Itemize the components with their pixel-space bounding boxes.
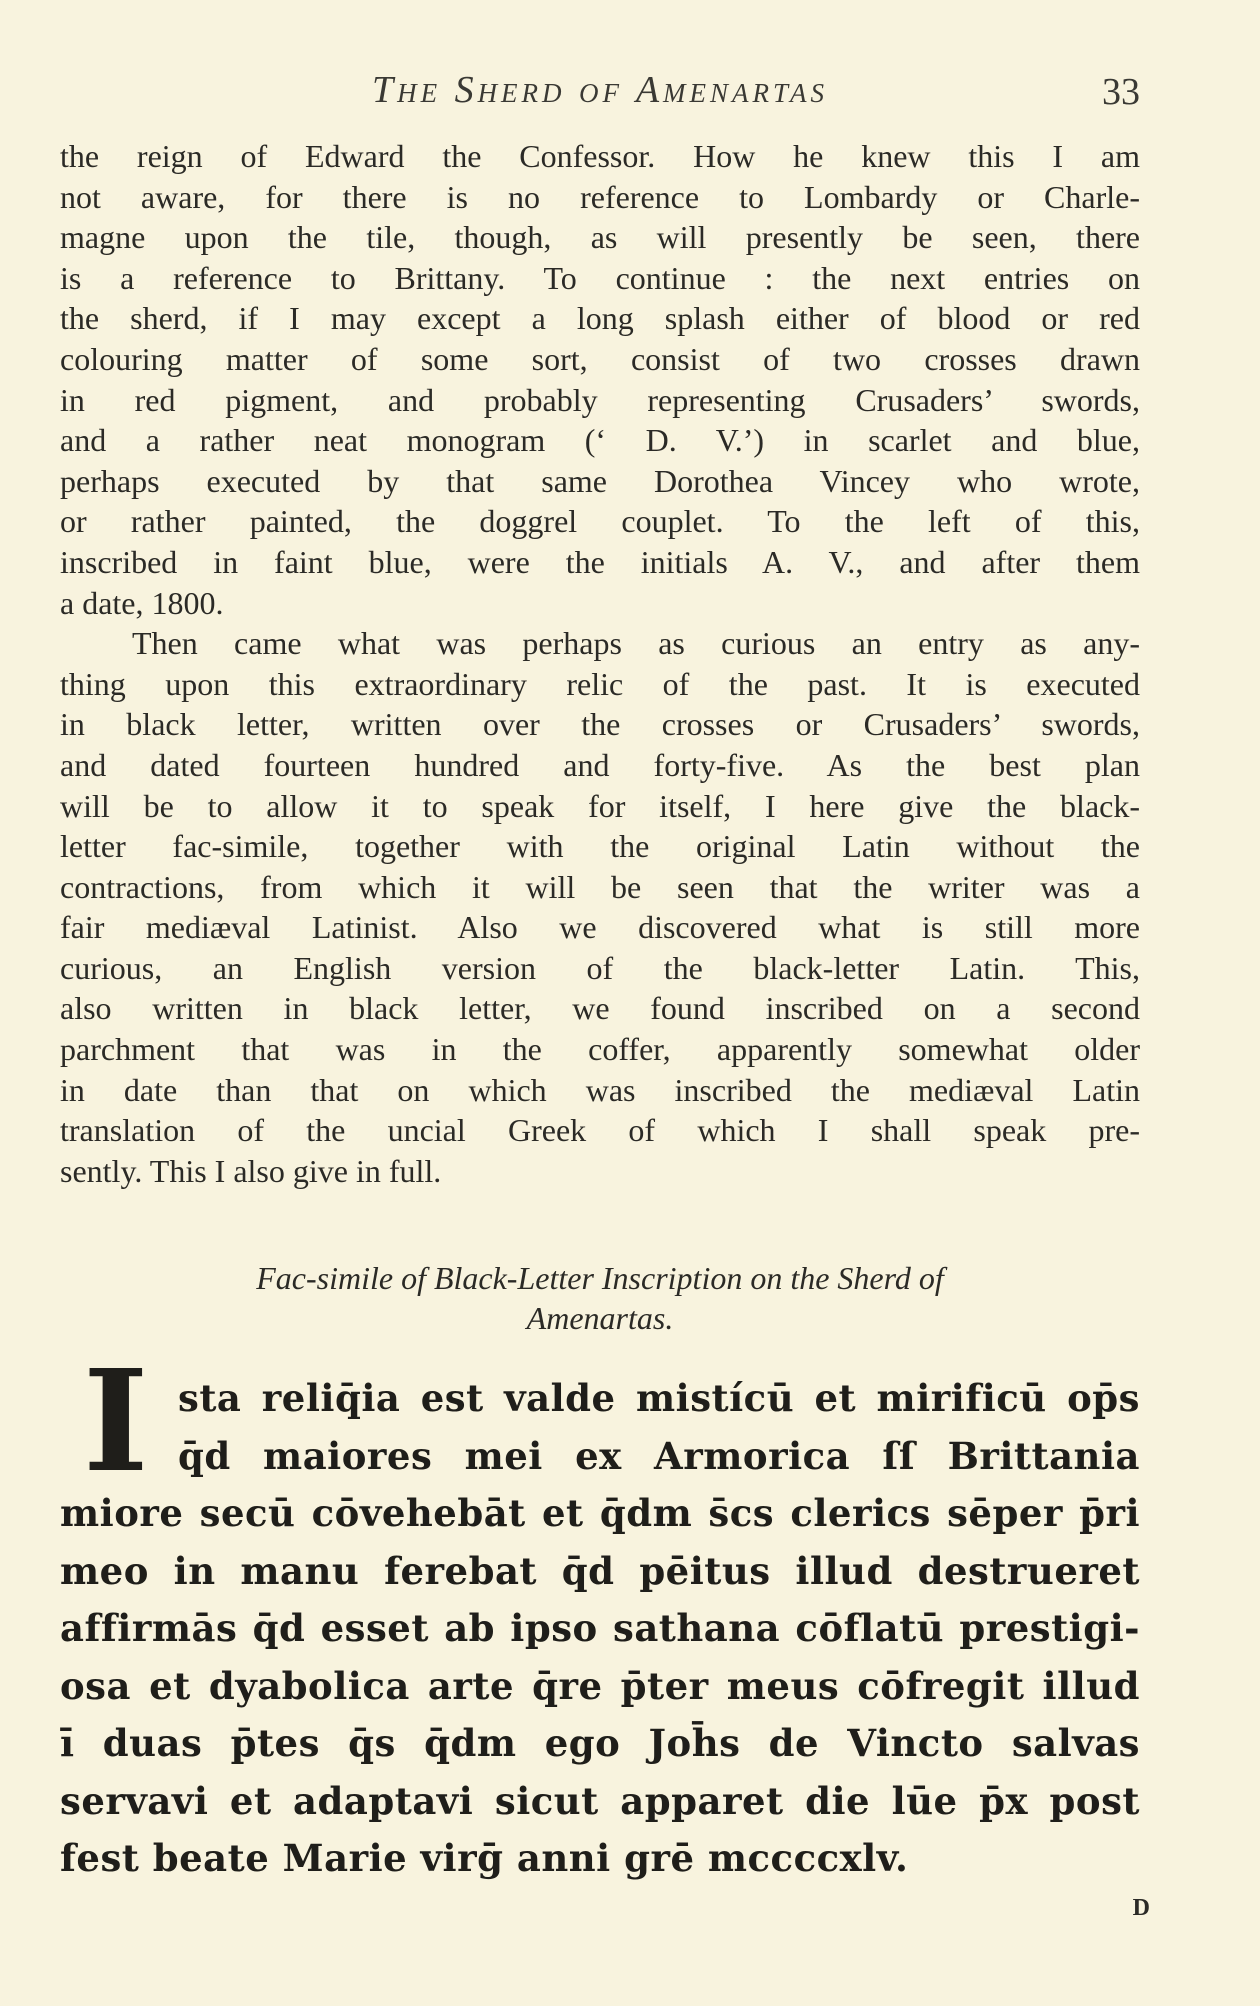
facsimile-caption (60, 1258, 1140, 1338)
body-line: or rather painted, the doggrel couplet. To the left of this, (60, 503, 1140, 540)
running-title: The Sherd of Amenartas (371, 69, 829, 111)
body-line: in date than that on which was inscribed the mediæval Latin (60, 1071, 1140, 1108)
blackletter-line: meo in manu ferebat q̄d pēitus illud destrueret (60, 1548, 1140, 1593)
caption-line: Fac-simile of Black-Letter Inscription on the Sherd of (256, 1260, 944, 1296)
body-line: contractions, from which it will be seen that the writer was a (60, 868, 1140, 905)
blackletter-line: fest beate Marie virḡ anni grē mccccxlv. (60, 1836, 909, 1880)
body-line: in red pigment, and probably representing Crusaders’ swords, (60, 381, 1140, 418)
blackletter-line: ī duas p̄tes q̄s q̄dm ego Joh̄s de Vincto salvas (60, 1721, 1140, 1765)
body-line: letter fac-simile, together with the original Latin without the (60, 828, 1140, 865)
caption-line: Amenartas. (526, 1300, 674, 1336)
body-line: Then came what was perhaps as curious an entry as any- (132, 625, 1140, 662)
blackletter-inscription (60, 1340, 1140, 1888)
blackletter-line: affirmās q̄d esset ab ipso sathana cōflatū prestigi- (60, 1606, 1140, 1650)
blackletter-line: osa et dyabolica arte q̄re p̄ter meus cōfregit illud (60, 1663, 1140, 1708)
body-text (60, 136, 1140, 1191)
body-line: perhaps executed by that same Dorothea Vincey who wrote, (60, 462, 1140, 499)
body-line: the reign of Edward the Confessor. How he knew this I am (60, 138, 1140, 174)
body-line: curious, an English version of the black-letter Latin. This, (60, 949, 1140, 986)
page-header (60, 68, 1140, 118)
body-line: magne upon the tile, though, as will presently be seen, there (60, 219, 1140, 256)
body-line: parchment that was in the coffer, apparently somewhat older (60, 1031, 1140, 1068)
signature-mark: D (1132, 1895, 1150, 1921)
body-line: will be to allow it to speak for itself, I here give the black- (60, 787, 1140, 824)
body-line: sently. This I also give in full. (60, 1152, 442, 1189)
body-line: thing upon this extraordinary relic of the past. It is executed (60, 665, 1140, 702)
page-number: 33 (1102, 71, 1140, 113)
blackletter-line: sta reliq̄ia est valde mistícū et mirificū op̄s (178, 1376, 1140, 1420)
body-line: not aware, for there is no reference to Lombardy or Charle- (60, 178, 1140, 215)
blackletter-line: q̄d maiores mei ex Armorica ſſ Brittania (178, 1433, 1140, 1478)
body-line: fair mediæval Latinist. Also we discovered what is still more (60, 909, 1140, 946)
body-line: inscribed in faint blue, were the initials A. V., and after them (60, 543, 1140, 580)
body-line: also written in black letter, we found inscribed on a second (60, 990, 1140, 1027)
body-line: colouring matter of some sort, consist of two crosses drawn (60, 340, 1140, 377)
blackletter-line: miore secū cōvehebāt et q̄dm s̄cs clerics sēper p̄ri (60, 1491, 1140, 1535)
body-line: translation of the uncial Greek of which I shall speak pre- (60, 1112, 1140, 1149)
body-line: a date, 1800. (60, 584, 224, 621)
body-line: and a rather neat monogram (‘ D. V.’) in scarlet and blue, (60, 422, 1140, 459)
body-line: and dated fourteen hundred and forty-five. As the best plan (60, 746, 1140, 783)
drop-cap: I (83, 1340, 149, 1504)
blackletter-line: servavi et adaptavi sicut apparet die lūe p̄x post (60, 1778, 1140, 1823)
body-line: is a reference to Brittany. To continue : the next entries on (60, 259, 1140, 296)
body-line: the sherd, if I may except a long splash either of blood or red (60, 300, 1140, 337)
body-line: in black letter, written over the crosses or Crusaders’ swords, (60, 706, 1140, 743)
